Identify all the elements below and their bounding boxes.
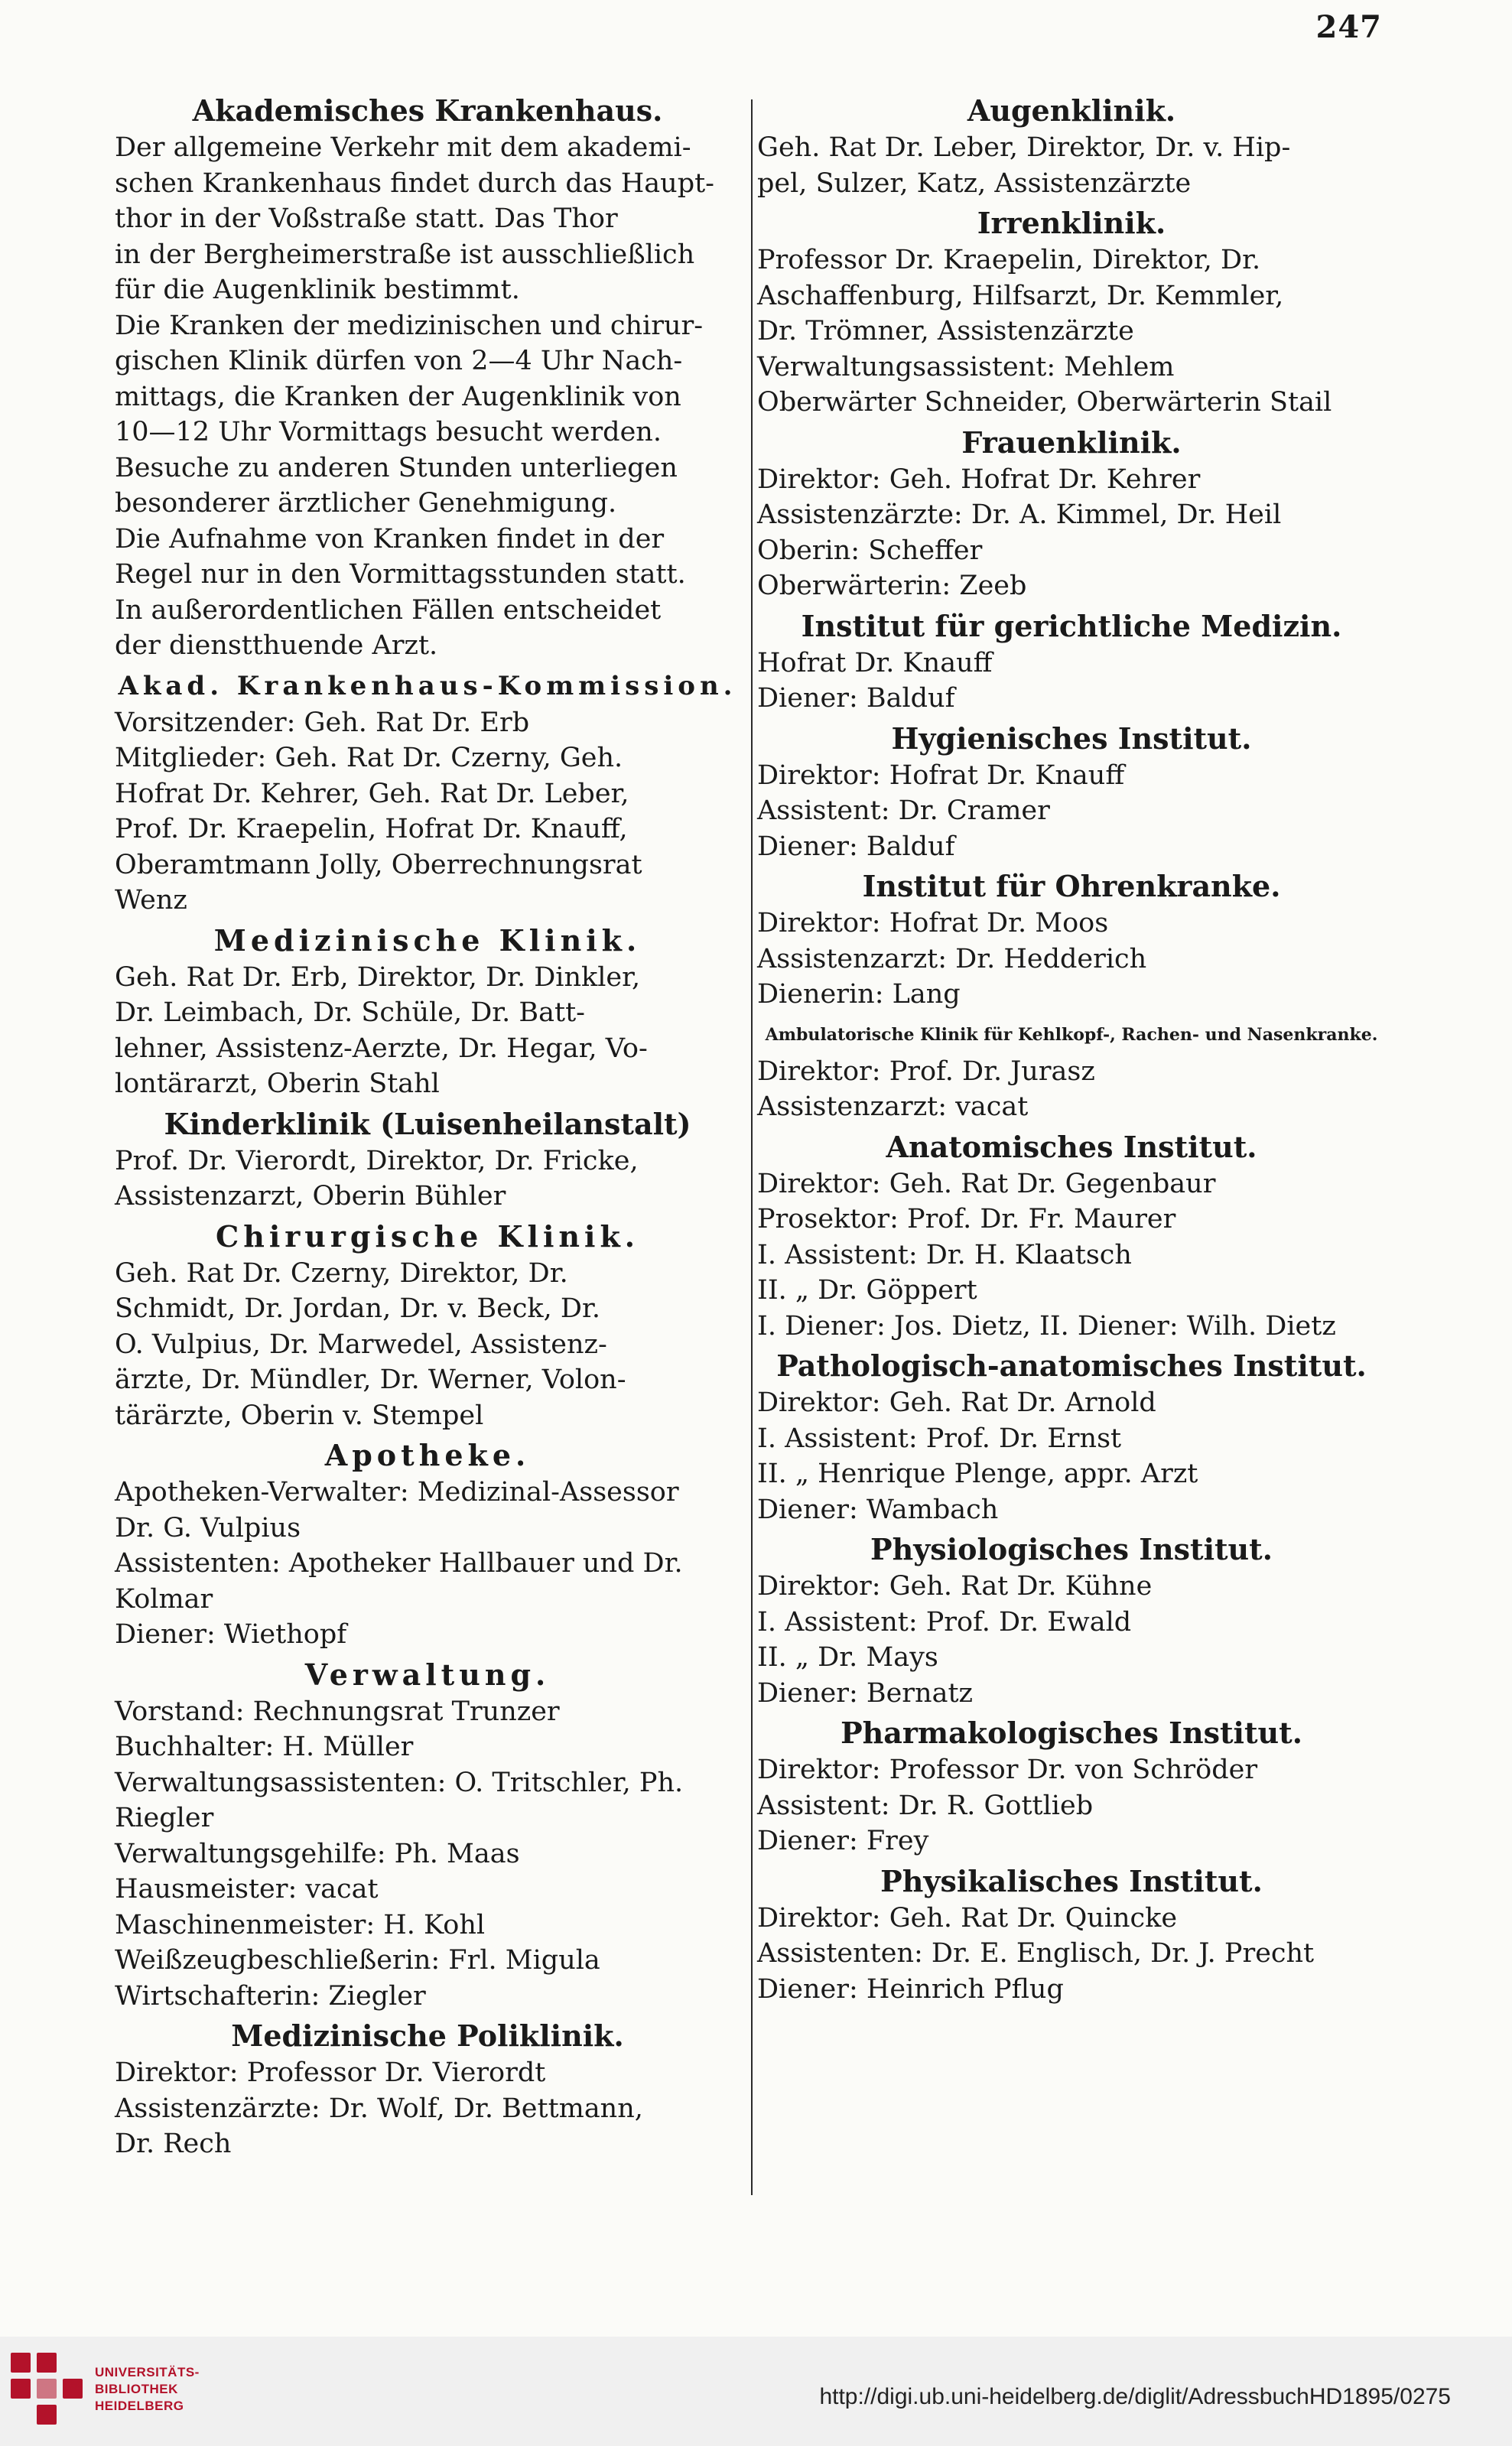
text-line: Diener: Bernatz — [757, 1677, 973, 1709]
section-title: Medizinische Klinik. — [213, 922, 642, 958]
text-line: Assistenzärzte: Dr. Wolf, Dr. Bettmann, — [115, 2093, 643, 2124]
text-line: Geh. Rat Dr. Erb, Direktor, Dr. Dinkler, — [115, 961, 641, 993]
left-section — [115, 1107, 740, 1215]
text-line: Direktor: Hofrat Dr. Moos — [757, 908, 1109, 938]
text-line: Besuche zu anderen Stunden unterliegen — [115, 452, 678, 483]
left-section — [115, 2018, 740, 2162]
text-line: Oberwärterin: Zeeb — [757, 571, 1027, 601]
text-line: Schmidt, Dr. Jordan, Dr. v. Beck, Dr. — [115, 1293, 600, 1324]
right-section — [757, 1348, 1386, 1527]
text-line: Geh. Rat Dr. Czerny, Direktor, Dr. — [115, 1257, 568, 1289]
text-line: pel, Sulzer, Katz, Assistenzärzte — [757, 168, 1192, 199]
text-line: Die Kranken der medizinischen und chirur- — [115, 310, 704, 341]
text-line: Verwaltungsgehilfe: Ph. Maas — [115, 1838, 520, 1869]
text-line: Verwaltungsassistent: Mehlem — [757, 351, 1175, 382]
left-section — [115, 93, 740, 664]
text-line: Diener: Frey — [757, 1826, 929, 1856]
text-line: Professor Dr. Kraepelin, Direktor, Dr. — [757, 245, 1261, 275]
column-divider — [751, 99, 753, 2195]
section-title: Physikalisches Institut. — [880, 1863, 1263, 1898]
text-line: Direktor: Prof. Dr. Jurasz — [757, 1055, 1095, 1087]
text-line: Dienerin: Lang — [757, 979, 961, 1010]
right-column — [757, 92, 1386, 2012]
text-line: Direktor: Geh. Rat Dr. Arnold — [757, 1387, 1156, 1418]
section-title: Frauenklinik. — [961, 424, 1182, 460]
text-line: Hausmeister: vacat — [115, 1874, 379, 1904]
logo-line-3: HEIDELBERG — [95, 2399, 184, 2413]
section-title: Institut für Ohrenkranke. — [862, 869, 1281, 903]
left-section — [115, 668, 740, 919]
right-section — [757, 721, 1386, 865]
text-line: lontärarzt, Oberin Stahl — [115, 1068, 440, 1099]
text-line: Assistenten: Apotheker Hallbauer und Dr. — [115, 1548, 683, 1579]
text-line: der dienstthuende Arzt. — [115, 630, 438, 661]
text-line: Direktor: Geh. Rat Dr. Quincke — [757, 1902, 1178, 1934]
right-section — [757, 425, 1386, 604]
text-line: Oberin: Scheffer — [757, 535, 983, 566]
section-title: Irrenklinik. — [977, 206, 1166, 240]
right-section — [757, 1130, 1386, 1345]
text-line: Direktor: Hofrat Dr. Knauff — [757, 759, 1125, 791]
library-logo-text — [95, 2364, 200, 2415]
text-line: besonderer ärztlicher Genehmigung. — [115, 488, 617, 519]
left-section — [115, 1219, 740, 1434]
text-line: Diener: Balduf — [757, 831, 955, 862]
text-line: Diener: Balduf — [757, 683, 955, 714]
text-line: Die Aufnahme von Kranken findet in der — [115, 523, 665, 555]
text-line: I. Assistent: Prof. Dr. Ernst — [757, 1423, 1122, 1454]
text-line: In außerordentlichen Fällen entscheidet — [115, 594, 662, 626]
text-line: Buchhalter: H. Müller — [115, 1732, 414, 1762]
text-line: Direktor: Professor Dr. von Schröder — [757, 1755, 1258, 1785]
text-line: Prof. Dr. Vierordt, Direktor, Dr. Fricke, — [115, 1145, 639, 1176]
text-line: Diener: Wiethopf — [115, 1619, 347, 1650]
section-title: Kinderklinik (Luisenheilanstalt) — [164, 1106, 691, 1141]
text-line: Geh. Rat Dr. Leber, Direktor, Dr. v. Hip- — [757, 132, 1291, 163]
text-line: Hofrat Dr. Kehrer, Geh. Rat Dr. Leber, — [115, 778, 629, 809]
text-line: Assistenzarzt, Oberin Bühler — [115, 1181, 506, 1212]
text-line: Dr. Trömner, Assistenzärzte — [757, 316, 1134, 346]
text-line: I. Assistent: Prof. Dr. Ewald — [757, 1606, 1132, 1638]
text-line: Maschinenmeister: H. Kohl — [115, 1909, 486, 1940]
section-title: Pharmakologisches Institut. — [841, 1716, 1302, 1750]
text-line: 10—12 Uhr Vormittags besucht werden. — [115, 417, 662, 447]
text-line: Assistent: Dr. R. Gottlieb — [757, 1790, 1094, 1821]
section-title: Verwaltung. — [304, 1657, 551, 1692]
text-line: II. „ Dr. Göppert — [757, 1275, 977, 1306]
right-section — [757, 1716, 1386, 1859]
right-section — [757, 93, 1386, 201]
section-title: Institut für gerichtliche Medizin. — [801, 608, 1342, 643]
section-title: Akademisches Krankenhaus. — [192, 93, 663, 128]
section-title: Physiologisches Institut. — [870, 1532, 1273, 1566]
text-line: I. Assistent: Dr. H. Klaatsch — [757, 1239, 1132, 1270]
text-line: lehner, Assistenz-Aerzte, Dr. Hegar, Vo- — [115, 1033, 648, 1064]
right-section — [757, 1532, 1386, 1711]
section-title: Apotheke. — [324, 1438, 531, 1472]
text-line: für die Augenklinik bestimmt. — [115, 275, 520, 305]
text-line: Diener: Heinrich Pflug — [757, 1973, 1064, 2005]
text-line: Diener: Wambach — [757, 1494, 999, 1525]
page-number: 247 — [1315, 9, 1382, 45]
text-line: I. Diener: Jos. Dietz, II. Diener: Wilh. Dietz — [757, 1310, 1336, 1342]
text-line: tärärzte, Oberin v. Stempel — [115, 1400, 484, 1431]
text-line: Assistenzarzt: Dr. Hedderich — [757, 943, 1147, 974]
section-title: Akad. Krankenhaus-Kommission. — [118, 670, 737, 701]
text-line: Direktor: Geh. Rat Dr. Kühne — [757, 1571, 1153, 1602]
section-title: Augenklinik. — [967, 93, 1176, 128]
text-line: Direktor: Geh. Rat Dr. Gegenbaur — [757, 1168, 1216, 1199]
text-line: II. „ Henrique Plenge, appr. Arzt — [757, 1459, 1198, 1489]
right-section — [757, 869, 1386, 1013]
section-title: Medizinische Poliklinik. — [231, 2018, 624, 2053]
text-line: Oberwärter Schneider, Oberwärterin Stail — [757, 387, 1332, 418]
left-section — [115, 1657, 740, 2015]
source-url-link[interactable]: http://digi.ub.uni-heidelberg.de/diglit/AdressbuchHD1895/0275 — [819, 2384, 1451, 2409]
text-line: II. „ Dr. Mays — [757, 1642, 938, 1673]
text-line: Assistenzärzte: Dr. A. Kimmel, Dr. Heil — [757, 499, 1282, 530]
logo-line-2: BIBLIOTHEK — [95, 2382, 178, 2396]
text-line: Regel nur in den Vormittagsstunden statt. — [115, 559, 686, 590]
text-line: Verwaltungsassistenten: O. Tritschler, Ph. — [115, 1767, 684, 1798]
text-line: Der allgemeine Verkehr mit dem akademi- — [115, 132, 691, 163]
section-title: Hygienisches Institut. — [891, 720, 1252, 756]
text-line: Assistenzarzt: vacat — [757, 1091, 1029, 1122]
text-line: ärzte, Dr. Mündler, Dr. Werner, Volon- — [115, 1364, 626, 1395]
text-line: Hofrat Dr. Knauff — [757, 647, 993, 678]
text-line: in der Bergheimerstraße ist ausschließlich — [115, 239, 695, 270]
text-line: Wenz — [115, 885, 187, 916]
text-line: schen Krankenhaus findet durch das Haupt- — [115, 168, 714, 199]
text-line: Apotheken-Verwalter: Medizinal-Assessor — [115, 1477, 679, 1508]
text-line: Aschaffenburg, Hilfsarzt, Dr. Kemmler, — [757, 280, 1284, 311]
text-line: Oberamtmann Jolly, Oberrechnungsrat — [115, 849, 642, 880]
text-line: Direktor: Geh. Hofrat Dr. Kehrer — [757, 464, 1201, 495]
section-title: Anatomisches Institut. — [886, 1129, 1257, 1164]
text-line: Dr. Leimbach, Dr. Schüle, Dr. Batt- — [115, 997, 585, 1028]
text-line: Assistent: Dr. Cramer — [757, 795, 1050, 826]
footer-bar — [0, 2337, 1512, 2446]
section-title: Chirurgische Klinik. — [215, 1218, 640, 1254]
left-section — [115, 923, 740, 1102]
text-line: Prosektor: Prof. Dr. Fr. Maurer — [757, 1204, 1176, 1234]
text-line: Dr. Rech — [115, 2129, 232, 2159]
text-line: mittags, die Kranken der Augenklinik von — [115, 381, 681, 412]
right-section — [757, 1017, 1386, 1125]
text-line: Direktor: Professor Dr. Vierordt — [115, 2057, 546, 2088]
text-line: Weißzeugbeschließerin: Frl. Migula — [115, 1945, 600, 1976]
text-line: Kolmar — [115, 1583, 213, 1615]
text-line: thor in der Voßstraße statt. Das Thor — [115, 203, 618, 234]
right-section — [757, 1864, 1386, 2008]
text-line: Prof. Dr. Kraepelin, Hofrat Dr. Knauff, — [115, 814, 628, 844]
text-line: Riegler — [115, 1803, 214, 1833]
text-line: Dr. G. Vulpius — [115, 1512, 301, 1543]
section-title: Pathologisch-anatomisches Institut. — [776, 1348, 1367, 1383]
library-logo[interactable] — [11, 2347, 217, 2431]
right-section — [757, 609, 1386, 717]
text-line: Wirtschafterin: Ziegler — [115, 1980, 426, 2012]
text-line: Mitglieder: Geh. Rat Dr. Czerny, Geh. — [115, 743, 623, 773]
left-section — [115, 1438, 740, 1653]
text-line: Vorstand: Rechnungsrat Trunzer — [115, 1696, 560, 1727]
logo-line-1: UNIVERSITÄTS- — [95, 2365, 200, 2379]
left-column — [115, 92, 740, 2167]
library-logo-icon — [11, 2353, 84, 2426]
text-line: Vorsitzender: Geh. Rat Dr. Erb — [115, 707, 530, 738]
section-title: Ambulatorische Klinik für Kehlkopf-, Rachen- und Nasenkranke. — [765, 1024, 1378, 1045]
right-section — [757, 206, 1386, 421]
text-line: Assistenten: Dr. E. Englisch, Dr. J. Precht — [757, 1938, 1315, 1969]
text-line: O. Vulpius, Dr. Marwedel, Assistenz- — [115, 1329, 607, 1360]
text-line: gischen Klinik dürfen von 2—4 Uhr Nach- — [115, 346, 683, 376]
